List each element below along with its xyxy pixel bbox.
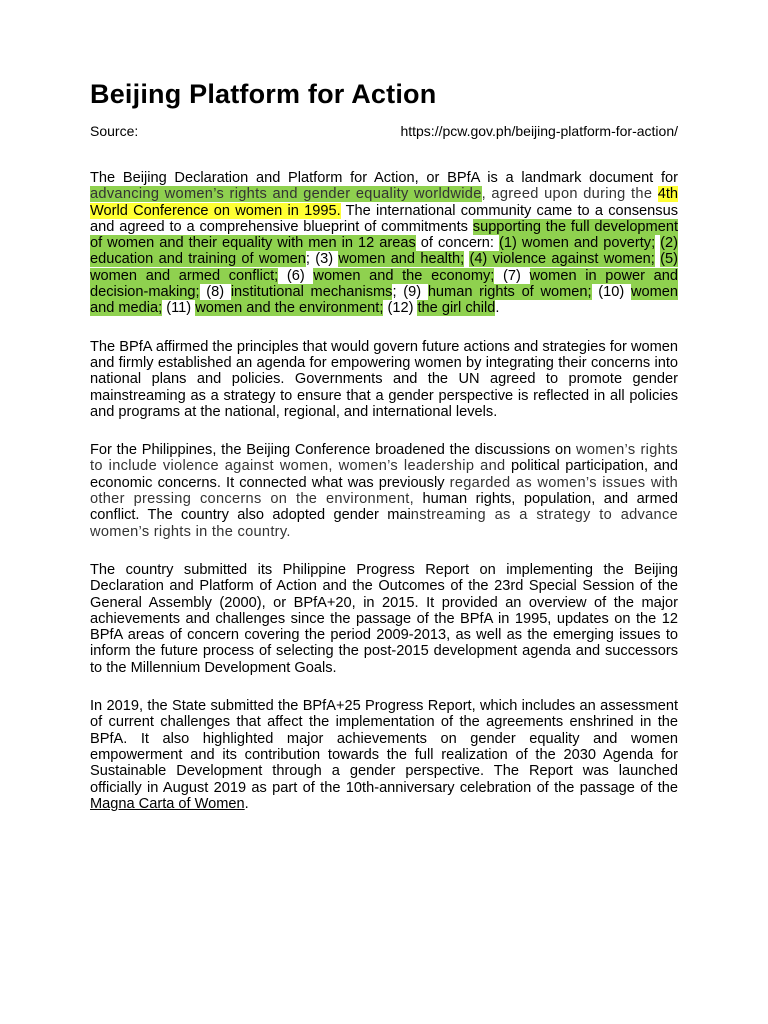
area-of-concern: women and media; (90, 284, 679, 317)
area-of-concern: (1) women and poverty; (498, 235, 656, 252)
text-run: . (495, 300, 500, 317)
area-of-concern: human rights of women; (427, 284, 592, 301)
text-run: (11) (162, 300, 196, 317)
text-run: The Beijing Declaration and Platform for Action, or BPfA is a landmark document for (90, 170, 678, 186)
area-of-concern: institutional mechanisms (230, 284, 393, 301)
source-row (90, 122, 678, 140)
paragraph-philippines (90, 442, 678, 540)
paragraph-progress-report-2019 (90, 698, 678, 812)
highlight-yellow: 4th World Conference on women in 1995. (90, 186, 678, 219)
text-run: women’s rights to include violence against women, women’s leadership and (90, 442, 678, 475)
text-run: (12) (383, 300, 418, 317)
text-run: ; (3) (305, 251, 339, 268)
text-run: political participation, and economic concerns. It connected what was previously (90, 458, 678, 491)
text-run: (7) (494, 267, 530, 284)
area-of-concern: (4) violence against women; (469, 251, 655, 268)
area-of-concern: (2) education and training of women (90, 235, 679, 268)
text-run: The international community came to a consensus and agreed to a comprehensive blueprint of commitments (90, 202, 678, 235)
area-of-concern: women in power and decision-making; (90, 267, 679, 301)
text-run: , agreed upon during the (481, 186, 658, 203)
text-run: (10) (591, 284, 631, 301)
text-run: For the Philippines, the Beijing Conference broadened the discussions on (90, 442, 576, 459)
text-run: (6) (278, 267, 314, 284)
page-title: Beijing Platform for Action (90, 79, 437, 109)
text-run: nstreaming as a strategy to advance women’s rights in the country. (90, 507, 678, 540)
area-of-concern: women and the economy; (313, 267, 495, 284)
text-run: regarded as women’s issues with other pressing concerns on the environment, (90, 474, 678, 508)
text-run: (8) (199, 284, 231, 301)
source-url[interactable]: https://pcw.gov.ph/beijing-platform-for-action/ (400, 123, 678, 139)
text-run: ; (9) (392, 284, 428, 301)
area-of-concern: (5) women and armed conflict; (90, 251, 678, 284)
area-of-concern: women and the environment; (195, 300, 384, 317)
magna-carta-link[interactable]: Magna Carta of Women (90, 795, 245, 812)
highlight-green: advancing women’s rights and gender equality worldwide (90, 186, 482, 203)
text-run: . (244, 795, 249, 812)
text-run: human rights, population, and armed conflict. The country also adopted gender mai (90, 491, 678, 524)
area-of-concern: the girl child (417, 300, 496, 317)
source-label: Source: (90, 123, 139, 139)
paragraph-progress-report-2015: The country submitted its Philippine Progress Report on implementing the Beijing Declaration and Platform of Action and the Outcomes of the 23rd Special Session of the General Assembly (2000), or BPfA+20, in 2015. It provided an overview of the major achievements and challenges since the passage of the BPfA in 1995, updates on the 12 BPfA areas of concern covering the period 2009-2013, as well as the emerging issues to inform the future process of selecting the post-2015 development agenda and successors to the Millennium Development Goals. (90, 561, 678, 676)
text-run: In 2019, the State submitted the BPfA+25 Progress Report, which includes an assessment of current challenges that affect the implementation of the agreements enshrined in the BPfA. It also highlighted major achievements on gender equality and women empowerment and its contribution towards the full realization of the 2030 Agenda for Sustainable Development through a gender perspective. The Report was launched officially in August 2019 as part of the 10th-anniversary celebration of the passage of the (90, 698, 678, 796)
text-run: of concern: (415, 235, 499, 252)
area-of-concern: women and health; (338, 251, 465, 268)
highlight-green: supporting the full development of women and their equality with men in 12 areas (90, 218, 678, 252)
paragraph-bpfa-principles: The BPfA affirmed the principles that would govern future actions and strategies for women and firmly established an agenda for empowering women by integrating their concerns into national plans and policies. Governments and the UN agreed to promote gender mainstreaming as a strategy to ensure that a gender perspective is reflected in all policies and programs at the national, regional, and international levels. (90, 338, 678, 420)
paragraph-intro (90, 170, 678, 317)
